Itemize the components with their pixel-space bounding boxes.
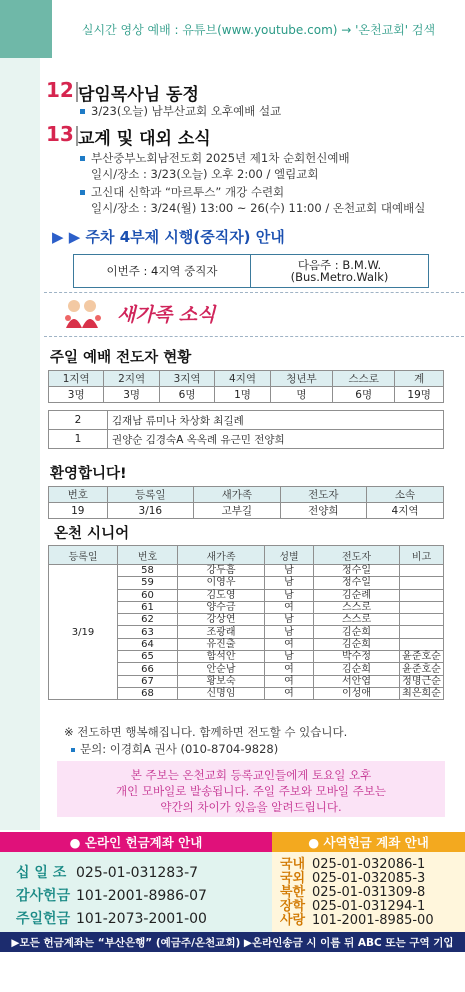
section-title-pastor: 담임목사님 동정: [78, 85, 199, 105]
table-row: 2 김재남 류미나 차상화 최길례: [49, 411, 444, 430]
registration-date: 3/19: [49, 565, 118, 700]
table-row: 59 이영우 남 정수일: [49, 577, 444, 589]
list-item: 3/23(오늘) 남부산교회 오후예배 설교: [80, 103, 281, 119]
welcome-table: 번호 등록일 새가족 전도자 소속 19 3/16 고부길 전양희 4지역: [48, 486, 444, 519]
bullet-icon: [80, 109, 85, 114]
list-item-detail: 일시/장소 : 3/24(월) 13:00 ~ 26(수) 11:00 / 온천교회 대예배실: [91, 201, 426, 215]
online-accounts: [0, 852, 272, 932]
table-row: 61 양수금 여 스스로: [49, 601, 444, 613]
evangelism-table: 1지역 2지역 3지역 4지역 청년부 스스로 계 3명 3명 6명 1명 명 6명 19명: [48, 370, 444, 403]
divider: [44, 336, 464, 337]
bulletin-notice: 본 주보는 온천교회 등록교인들에게 토요일 오후 개인 모바일로 발송됩니다. 주일 주보와 모바일 주보는 약간의 차이가 있음을 알려드립니다.: [57, 761, 445, 817]
table-row: 19 3/16 고부길 전양희 4지역: [49, 503, 444, 519]
list-item-detail: 일시/장소 : 3/23(오늘) 오후 2:00 / 엘림교회: [91, 167, 319, 181]
mission-offering-header: ● 사역헌금 계좌 안내: [272, 832, 465, 852]
table-row: 1 권양순 김경숙A 옥옥례 유근민 전양희: [49, 430, 444, 449]
senior-title: 온천 시니어: [54, 526, 130, 542]
section-number-12: 12: [46, 78, 82, 102]
senior-table: 등록일 번호 새가족 성별 전도자 비고 3/19 58 강두흠 남 정수일 59 이영우 남 정수일 60 김도영 남 김순례 61 양수금 여 스스로 62 강상연 남 스스로 63 조광래 남 김순희 64 유진출 여 김순희 65 함석안 남 박수정 윤준호순 66 안순남 여 김순희 윤준호순 67 황보숙 여 서안엽 정명근순 68 신명임 여 이성애 최은희순: [48, 545, 444, 700]
parking-next-week: 다음주 : B.M.W. (Bus.Metro.Walk): [290, 258, 389, 284]
table-row: 63 조광래 남 김순희: [49, 626, 444, 638]
account-row: 주일헌금 101-2073-2001-00: [16, 911, 207, 927]
new-family-banner: [62, 296, 242, 332]
section-number-13: 13: [46, 122, 82, 146]
table-row: 3/19 58 강두흠 남 정수일: [49, 565, 444, 577]
new-family-title: 새가족 소식: [117, 304, 216, 326]
account-row: 북한 025-01-031309-8: [280, 885, 426, 900]
bullet-icon: [71, 748, 75, 752]
list-item: 고신대 신학과 “마르투스” 개강 수련회: [80, 184, 284, 200]
table-row: 65 함석안 남 박수정 윤준호순: [49, 651, 444, 663]
evangelism-note: ※ 전도하면 행복해집니다. 함께하면 전도할 수 있습니다.: [64, 725, 348, 739]
bullet-icon: [80, 156, 85, 161]
play-arrow-icon: ▶ ▶: [52, 228, 81, 246]
parking-title: ▶ ▶ 주차 4부제 시행(중직자) 안내: [52, 228, 285, 246]
table-row: 64 유진출 여 김순희: [49, 638, 444, 650]
table-row: 68 신명임 여 이성애 최은희순: [49, 687, 444, 699]
family-icon: [62, 296, 104, 330]
welcome-title: 환영합니다!: [50, 466, 127, 482]
list-item: 부산중부노회남전도회 2025년 제1차 순회헌신예배: [80, 150, 350, 166]
left-strip: [0, 0, 40, 830]
live-notice: 실시간 영상 예배 : 유튜브(www.youtube.com) → '온천교회' 검색: [81, 22, 436, 37]
table-row: 66 안순남 여 김순희 윤준호순: [49, 663, 444, 675]
mission-accounts: [272, 852, 465, 932]
online-offering-header: ● 온라인 헌금계좌 안내: [0, 832, 272, 852]
account-row: 사랑 101-2001-8985-00: [280, 913, 434, 928]
left-tab: [0, 0, 52, 58]
table-row: 62 강상연 남 스스로: [49, 614, 444, 626]
parking-box: [73, 254, 429, 288]
account-row: 장학 025-01-031294-1: [280, 899, 426, 914]
table-row: 60 김도영 남 김순례: [49, 589, 444, 601]
account-row: 국내 025-01-032086-1: [280, 857, 426, 872]
bullet-icon: [80, 190, 85, 195]
parking-this-week: 이번주 : 4지역 중직자: [74, 255, 251, 287]
account-row: 감사헌금 101-2001-8986-07: [16, 888, 207, 904]
evangelism-names-table: [48, 410, 444, 449]
evangelism-title: 주일 예배 전도자 현황: [50, 350, 192, 366]
footer-notice: ▶모든 헌금계좌는 “부산은행” (예금주/온천교회) ▶온라인송금 시 이름 뒤 ABC 또는 구역 기입: [0, 932, 465, 952]
account-row: 국외 025-01-032085-3: [280, 871, 426, 886]
table-row: 67 황보숙 여 서안엽 정명근순: [49, 675, 444, 687]
account-row: 십 일 조 025-01-031283-7: [16, 865, 199, 881]
contact-note: 문의: 이경희A 권사 (010-8704-9828): [71, 741, 278, 757]
section-title-news: 교계 및 대외 소식: [78, 129, 211, 149]
divider: [44, 292, 464, 293]
